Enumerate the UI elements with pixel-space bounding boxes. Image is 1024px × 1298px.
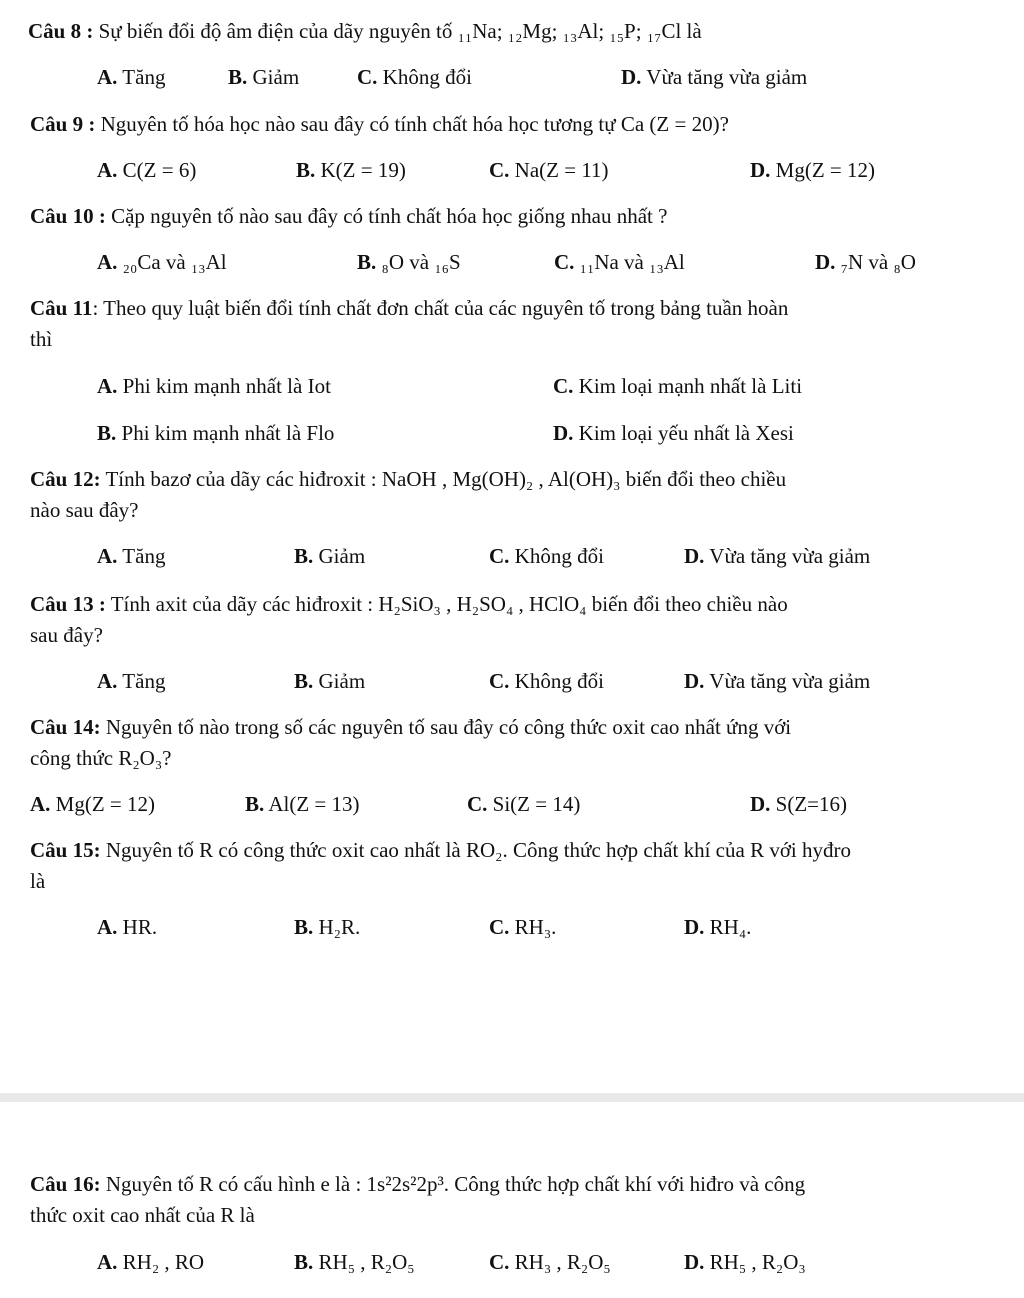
- question-12-cont: nào sau đây?: [30, 498, 139, 522]
- option-11c[interactable]: [553, 372, 802, 400]
- question-10: [30, 202, 667, 230]
- question-9: [30, 110, 729, 138]
- question-text: Tính bazơ của dãy các hiđroxit : NaOH , Mg(OH)₂ , Al(OH)₃ biến đổi theo chiều: [100, 467, 787, 491]
- option-label: D.: [684, 915, 705, 939]
- option-label: A.: [97, 1250, 118, 1274]
- question-text: Cặp nguyên tố nào sau đây có tính chất hóa học giống nhau nhất ?: [105, 204, 668, 228]
- question-11: [30, 294, 788, 322]
- option-label: D.: [684, 1250, 705, 1274]
- question-number: Câu 8 :: [28, 19, 94, 43]
- option-text: RH₄.: [704, 915, 752, 939]
- option-text: Mg(Z = 12): [50, 792, 156, 816]
- option-8b[interactable]: [228, 63, 299, 91]
- question-16: [30, 1170, 805, 1198]
- option-12b[interactable]: [294, 542, 365, 570]
- option-12d[interactable]: [684, 542, 870, 570]
- option-label: C.: [489, 544, 510, 568]
- option-label: D.: [621, 65, 642, 89]
- option-16b[interactable]: [294, 1248, 415, 1276]
- option-13c[interactable]: [489, 667, 604, 695]
- option-13a[interactable]: [97, 667, 165, 695]
- option-text: ₂₀Ca và ₁₃Al: [117, 250, 227, 274]
- option-9d[interactable]: [750, 156, 875, 184]
- option-15b[interactable]: [294, 913, 360, 941]
- option-text: Tăng: [117, 669, 166, 693]
- option-label: B.: [245, 792, 265, 816]
- option-text: Không đổi: [377, 65, 472, 89]
- question-text: Nguyên tố R có cấu hình e là : 1s²2s²2p³. Công thức hợp chất khí với hiđro và công: [100, 1172, 806, 1196]
- question-text: : Theo quy luật biến đổi tính chất đơn chất của các nguyên tố trong bảng tuần hoàn: [92, 296, 789, 320]
- option-label: A.: [30, 792, 51, 816]
- option-label: B.: [294, 544, 314, 568]
- option-14c[interactable]: [467, 790, 580, 818]
- option-text: K(Z = 19): [315, 158, 406, 182]
- option-16d[interactable]: [684, 1248, 806, 1276]
- question-number: Câu 11: [30, 296, 93, 320]
- option-label: A.: [97, 65, 118, 89]
- question-number: Câu 10 :: [30, 204, 106, 228]
- option-10d[interactable]: [815, 248, 916, 276]
- option-text: ₈O và ₁₆S: [376, 250, 461, 274]
- option-label: D.: [750, 792, 771, 816]
- option-14b[interactable]: [245, 790, 360, 818]
- option-label: B.: [97, 421, 117, 445]
- question-text: Tính axit của dãy các hiđroxit : H₂SiO₃ , H₂SO₄ , HClO₄ biến đổi theo chiều nào: [105, 592, 788, 616]
- option-text: Không đổi: [509, 544, 604, 568]
- question-text: Sự biến đổi độ âm điện của dãy nguyên tố ₁₁Na; ₁₂Mg; ₁₃Al; ₁₅P; ₁₇Cl là: [93, 19, 702, 43]
- option-14a[interactable]: [30, 790, 155, 818]
- question-number: Câu 13 :: [30, 592, 106, 616]
- option-label: A.: [97, 158, 118, 182]
- option-label: A.: [97, 544, 118, 568]
- question-16-cont: thức oxit cao nhất của R là: [30, 1203, 255, 1227]
- option-text: Kim loại mạnh nhất là Liti: [573, 374, 803, 398]
- question-number: Câu 9 :: [30, 112, 96, 136]
- option-text: RH₅ , R₂O₅: [313, 1250, 415, 1274]
- option-text: Mg(Z = 12): [770, 158, 876, 182]
- option-text: Al(Z = 13): [264, 792, 360, 816]
- question-8: [28, 17, 702, 45]
- option-label: B.: [294, 669, 314, 693]
- option-15c[interactable]: [489, 913, 556, 941]
- option-14d[interactable]: [750, 790, 847, 818]
- option-11a[interactable]: [97, 372, 331, 400]
- question-15: [30, 836, 851, 864]
- option-8d[interactable]: [621, 63, 807, 91]
- option-16c[interactable]: [489, 1248, 611, 1276]
- option-label: C.: [489, 915, 510, 939]
- option-text: Tăng: [117, 65, 166, 89]
- question-11-cont: thì: [30, 327, 53, 351]
- option-text: HR.: [117, 915, 158, 939]
- question-14-cont: công thức R₂O₃?: [30, 746, 172, 770]
- option-label: A.: [97, 374, 118, 398]
- option-label: D.: [815, 250, 836, 274]
- question-13-cont: sau đây?: [30, 623, 103, 647]
- option-label: B.: [294, 1250, 314, 1274]
- option-label: C.: [553, 374, 574, 398]
- option-label: C.: [489, 158, 510, 182]
- question-text: Nguyên tố R có công thức oxit cao nhất là RO₂. Công thức hợp chất khí của R với hyđro: [100, 838, 852, 862]
- question-13: [30, 590, 788, 618]
- option-10c[interactable]: [554, 248, 685, 276]
- option-text: Tăng: [117, 544, 166, 568]
- option-text: RH₂ , RO: [117, 1250, 205, 1274]
- option-13b[interactable]: [294, 667, 365, 695]
- option-9b[interactable]: [296, 156, 406, 184]
- option-label: D.: [684, 544, 705, 568]
- option-text: Vừa tăng vừa giảm: [704, 669, 871, 693]
- option-label: B.: [294, 915, 314, 939]
- option-label: A.: [97, 250, 118, 274]
- question-text: Nguyên tố nào trong số các nguyên tố sau đây có công thức oxit cao nhất ứng với: [100, 715, 792, 739]
- question-number: Câu 14:: [30, 715, 101, 739]
- option-text: Phi kim mạnh nhất là Iot: [117, 374, 331, 398]
- option-15a[interactable]: [97, 913, 157, 941]
- option-label: D.: [750, 158, 771, 182]
- option-text: Giảm: [313, 669, 366, 693]
- option-text: Giảm: [247, 65, 300, 89]
- option-label: C.: [467, 792, 488, 816]
- option-12a[interactable]: [97, 542, 165, 570]
- option-10a[interactable]: [97, 248, 227, 276]
- option-text: S(Z=16): [770, 792, 848, 816]
- option-10b[interactable]: [357, 248, 461, 276]
- option-text: Kim loại yếu nhất là Xesi: [573, 421, 794, 445]
- question-text: Nguyên tố hóa học nào sau đây có tính chất hóa học tương tự Ca (Z = 20)?: [95, 112, 729, 136]
- option-text: Vừa tăng vừa giảm: [641, 65, 808, 89]
- option-label: C.: [554, 250, 575, 274]
- option-label: A.: [97, 915, 118, 939]
- question-15-cont: là: [30, 869, 46, 893]
- question-number: Câu 16:: [30, 1172, 101, 1196]
- option-text: H₂R.: [313, 915, 361, 939]
- option-8c[interactable]: [357, 63, 472, 91]
- option-text: C(Z = 6): [117, 158, 197, 182]
- question-12: [30, 465, 786, 493]
- option-text: ₁₁Na và ₁₃Al: [574, 250, 685, 274]
- option-9a[interactable]: [97, 156, 196, 184]
- option-label: B.: [357, 250, 377, 274]
- option-11d[interactable]: [553, 419, 794, 447]
- option-text: Giảm: [313, 544, 366, 568]
- option-text: Si(Z = 14): [487, 792, 581, 816]
- option-9c[interactable]: [489, 156, 609, 184]
- option-16a[interactable]: [97, 1248, 204, 1276]
- option-15d[interactable]: [684, 913, 751, 941]
- option-text: ₇N và ₈O: [835, 250, 916, 274]
- option-label: D.: [684, 669, 705, 693]
- question-number: Câu 15:: [30, 838, 101, 862]
- option-12c[interactable]: [489, 542, 604, 570]
- option-text: RH₃ , R₂O₅: [509, 1250, 611, 1274]
- option-text: RH₃.: [509, 915, 557, 939]
- question-number: Câu 12:: [30, 467, 101, 491]
- option-label: D.: [553, 421, 574, 445]
- option-label: A.: [97, 669, 118, 693]
- option-11b[interactable]: [97, 419, 334, 447]
- page-divider: [0, 1093, 1024, 1102]
- option-text: Phi kim mạnh nhất là Flo: [116, 421, 335, 445]
- option-text: Na(Z = 11): [509, 158, 609, 182]
- option-label: C.: [489, 669, 510, 693]
- option-13d[interactable]: [684, 667, 870, 695]
- option-text: RH₅ , R₂O₃: [704, 1250, 806, 1274]
- option-label: C.: [489, 1250, 510, 1274]
- question-14: [30, 713, 791, 741]
- option-label: B.: [228, 65, 248, 89]
- option-text: Không đổi: [509, 669, 604, 693]
- option-text: Vừa tăng vừa giảm: [704, 544, 871, 568]
- option-label: B.: [296, 158, 316, 182]
- option-label: C.: [357, 65, 378, 89]
- option-8a[interactable]: [97, 63, 165, 91]
